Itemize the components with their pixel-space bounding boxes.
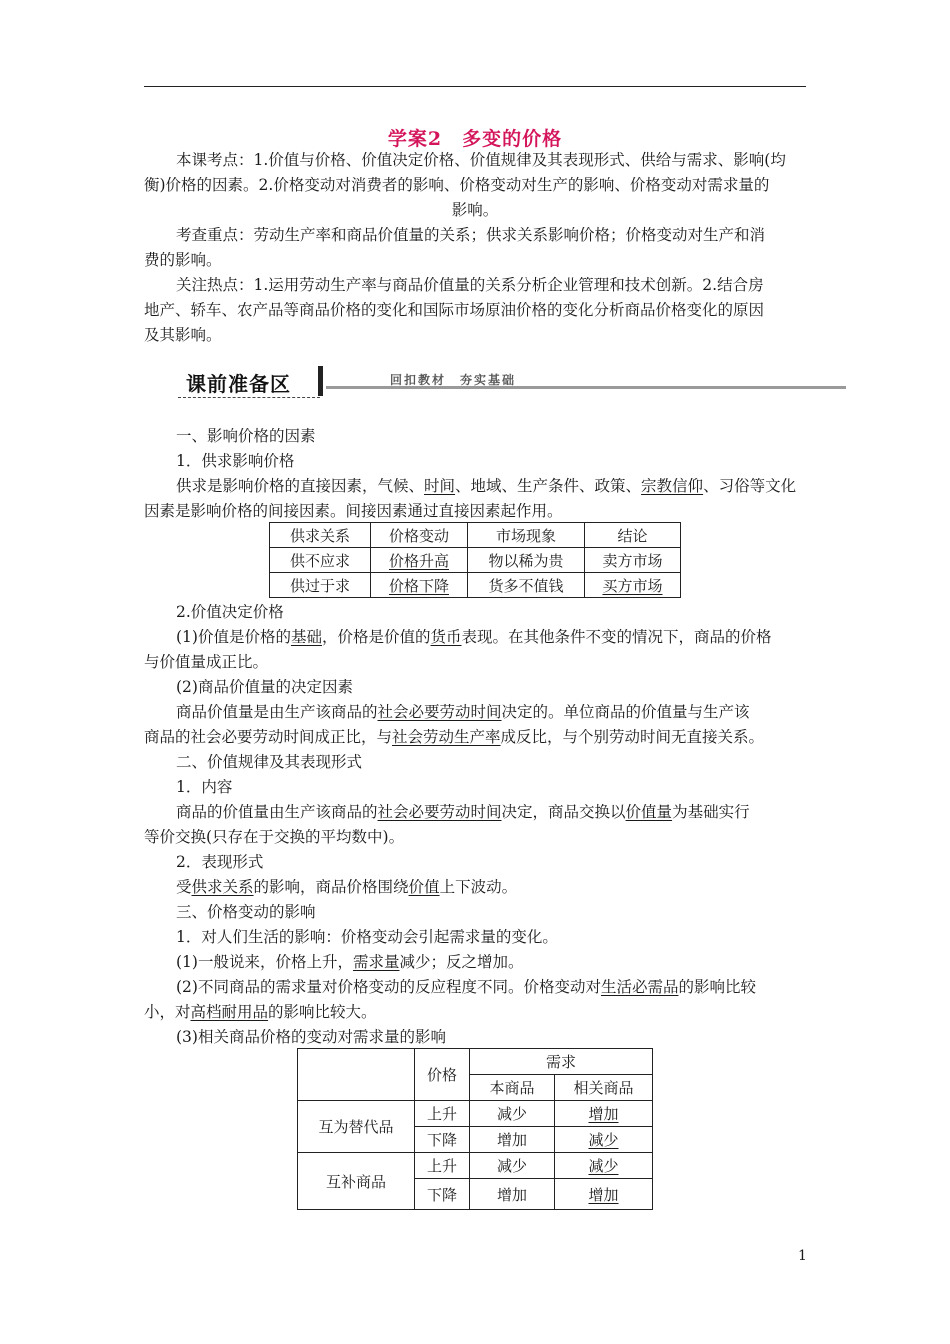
- banner-divider: [318, 366, 323, 396]
- table-cell: 货多不值钱: [468, 573, 585, 598]
- table-cell: 增加: [470, 1179, 555, 1210]
- table-cell: 价格升高: [371, 548, 468, 573]
- s1-p2-line2: 与价值量成正比。: [144, 653, 269, 671]
- table-cell: 减少: [470, 1101, 555, 1127]
- table-cell: 上升: [415, 1101, 470, 1127]
- header-rule: [144, 86, 806, 87]
- table-header: 相关商品: [555, 1075, 653, 1101]
- table-cell: 下降: [415, 1127, 470, 1153]
- table-group-label: 互补商品: [298, 1153, 415, 1210]
- s1-p2-line1: (1)价值是价格的基础，价格是价值的货币表现。在其他条件不变的情况下，商品的价格: [176, 628, 772, 646]
- s1-heading: 一、影响价格的因素: [176, 427, 316, 445]
- table-header: 结论: [585, 523, 681, 548]
- table-cell: 卖方市场: [585, 548, 681, 573]
- table-group-label: 互为替代品: [298, 1101, 415, 1153]
- redian-line-3: 及其影响。: [144, 326, 222, 344]
- s3-sub1: 1．对人们生活的影响：价格变动会引起需求量的变化。: [176, 928, 558, 946]
- table-cell: 减少: [470, 1153, 555, 1179]
- table-cell: 增加: [555, 1179, 653, 1210]
- table-cell: 买方市场: [585, 573, 681, 598]
- kaodian-line-2: 衡)价格的因素。2.价格变动对消费者的影响、价格变动对生产的影响、价格变动对需求量的: [144, 176, 770, 194]
- banner-underline: [178, 397, 320, 398]
- table-cell: 价格下降: [371, 573, 468, 598]
- table-header: 价格: [415, 1049, 470, 1101]
- s2-sub1: 1．内容: [176, 778, 233, 796]
- table-cell: 下降: [415, 1179, 470, 1210]
- table-cell: 物以稀为贵: [468, 548, 585, 573]
- s1-sub2: 2.价值决定价格: [176, 603, 284, 621]
- page-title: 学案2 多变的价格: [387, 128, 563, 150]
- s2-p1-line2: 等价交换(只存在于交换的平均数中)。: [144, 828, 405, 846]
- banner-title: 课前准备区: [186, 372, 291, 396]
- s1-p1-line1: 供求是影响价格的直接因素，气候、时间、地域、生产条件、政策、宗教信仰、习俗等文化: [176, 477, 797, 495]
- s2-sub2: 2．表现形式: [176, 853, 264, 871]
- section-banner: [178, 366, 848, 406]
- s3-p2-line2: 小，对高档耐用品的影响比较大。: [144, 1003, 377, 1021]
- s1-p3: (2)商品价值量的决定因素: [176, 678, 353, 696]
- table-header: 本商品: [470, 1075, 555, 1101]
- table-cell: 增加: [555, 1101, 653, 1127]
- s1-p1-line2: 因素是影响价格的间接因素。间接因素通过直接因素起作用。: [144, 502, 563, 520]
- table-header: 市场现象: [468, 523, 585, 548]
- s1-p4-line2: 商品的社会必要劳动时间成正比，与社会劳动生产率成反比，与个别劳动时间无直接关系。: [144, 728, 765, 746]
- zhongdian-line-1: 考查重点：劳动生产率和商品价值量的关系；供求关系影响价格；价格变动对生产和消: [176, 226, 766, 244]
- supply-demand-table: [269, 522, 681, 598]
- s2-p2: 受供求关系的影响，商品价格围绕价值上下波动。: [176, 878, 518, 896]
- table-header: 需求: [470, 1049, 653, 1075]
- s3-p1: (1)一般说来，价格上升，需求量减少；反之增加。: [176, 953, 524, 971]
- table-header: 价格变动: [371, 523, 468, 548]
- zhongdian-line-2: 费的影响。: [144, 251, 222, 269]
- table-cell: 上升: [415, 1153, 470, 1179]
- table-row: [270, 548, 681, 573]
- redian-line-1: 关注热点：1.运用劳动生产率与商品价值量的关系分析企业管理和技术创新。2.结合房: [176, 276, 764, 294]
- s1-p4-line1: 商品价值量是由生产该商品的社会必要劳动时间决定的。单位商品的价值量与生产该: [176, 703, 750, 721]
- table-cell: 增加: [470, 1127, 555, 1153]
- table-row: [270, 573, 681, 598]
- table-cell: 减少: [555, 1127, 653, 1153]
- redian-line-2: 地产、轿车、农产品等商品价格的变化和国际市场原油价格的变化分析商品价格变化的原因: [144, 301, 765, 319]
- table-cell: 供过于求: [270, 573, 371, 598]
- s3-heading: 三、价格变动的影响: [176, 903, 316, 921]
- kaodian-line-1: 本课考点：1.价值与价格、价值决定价格、价值规律及其表现形式、供给与需求、影响(均: [176, 151, 786, 169]
- kaodian-line-3: 影响。: [451, 201, 499, 219]
- s2-p1-line1: 商品的价值量由生产该商品的社会必要劳动时间决定，商品交换以价值量为基础实行: [176, 803, 750, 821]
- intro-section: [144, 148, 806, 348]
- related-goods-table: [297, 1048, 653, 1210]
- s1-sub1: 1．供求影响价格: [176, 452, 295, 470]
- s3-p3: (3)相关商品价格的变动对需求量的影响: [176, 1028, 446, 1046]
- table-cell: 减少: [555, 1153, 653, 1179]
- page-number: 1: [798, 1248, 807, 1264]
- table-header: 供求关系: [270, 523, 371, 548]
- table-cell: 供不应求: [270, 548, 371, 573]
- table-row: [298, 1153, 653, 1179]
- table-corner: [298, 1049, 415, 1101]
- s3-p2-line1: (2)不同商品的需求量对价格变动的反应程度不同。价格变动对生活必需品的影响比较: [176, 978, 756, 996]
- banner-subtitle: 回扣教材 夯实基础: [390, 373, 517, 387]
- table-row: [298, 1101, 653, 1127]
- s2-heading: 二、价值规律及其表现形式: [176, 753, 363, 771]
